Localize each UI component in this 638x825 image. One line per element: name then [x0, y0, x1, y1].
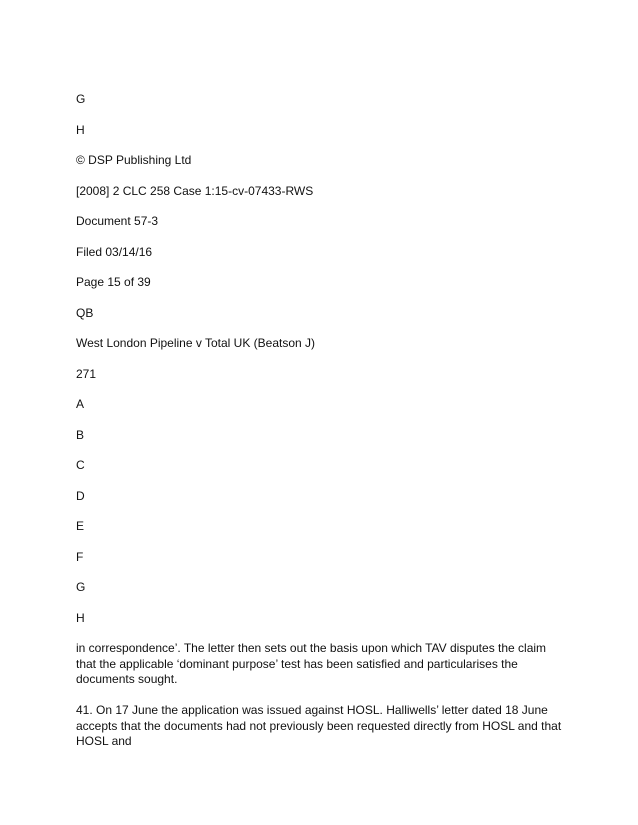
margin-letter-g: G	[76, 92, 86, 106]
margin-letter-e: E	[76, 519, 85, 533]
margin-letter-g-lower: G	[76, 580, 86, 594]
document-number: Document 57-3	[76, 214, 159, 228]
body-paragraph-41: 41. On 17 June the application was issued against HOSL. Halliwells’ letter dated 18 June accepts that the documents had not previously been requested directly from HOSL and that HOSL and	[76, 703, 562, 748]
case-title: West London Pipeline v Total UK (Beatson J)	[76, 336, 316, 350]
citation-line: [2008] 2 CLC 258 Case 1:15-cv-07433-RWS	[76, 184, 314, 198]
copyright-line: © DSP Publishing Ltd	[76, 153, 192, 167]
margin-letter-c: C	[76, 458, 85, 472]
filed-date: Filed 03/14/16	[76, 245, 153, 259]
court-division: QB	[76, 306, 94, 320]
page-number: Page 15 of 39	[76, 275, 151, 289]
body-paragraph: in correspondence’. The letter then sets out the basis upon which TAV disputes the claim that the applicable ‘dominant purpose’ test has been satisfied and particularises the documents sought.	[76, 641, 547, 686]
margin-letter-b: B	[76, 428, 85, 442]
margin-letter-h: H	[76, 123, 85, 137]
margin-letter-d: D	[76, 489, 85, 503]
margin-letter-a: A	[76, 397, 85, 411]
margin-letter-h-lower: H	[76, 611, 85, 625]
report-page-number: 271	[76, 367, 97, 381]
margin-letter-f: F	[76, 550, 84, 564]
